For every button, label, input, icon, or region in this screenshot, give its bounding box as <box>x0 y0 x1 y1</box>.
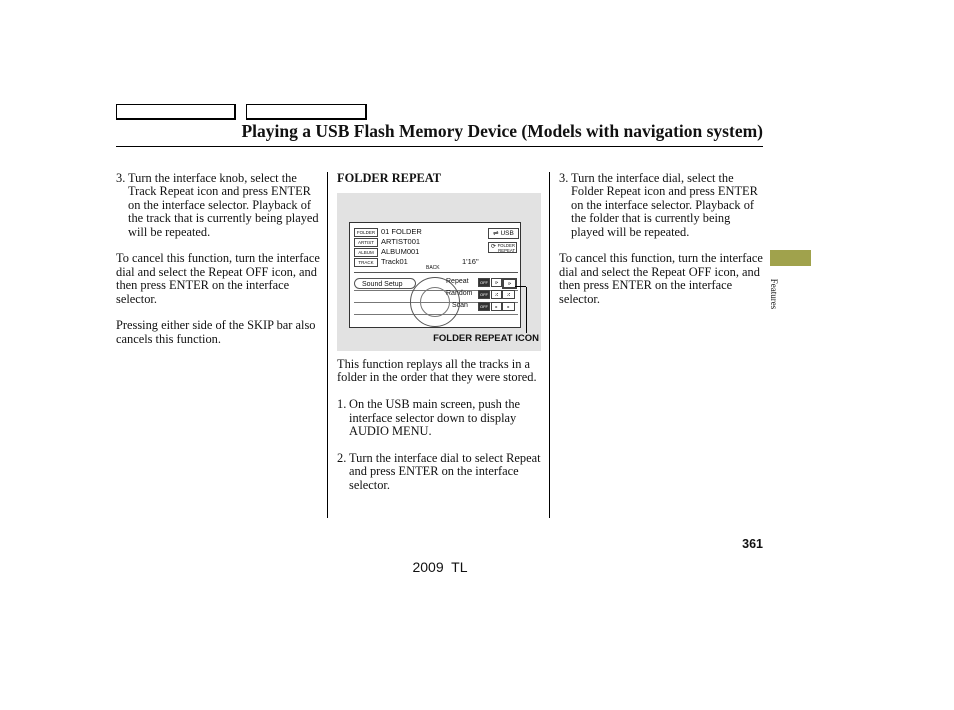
screen-tag: FOLDER <box>354 228 378 237</box>
step-number: 1. <box>337 397 347 412</box>
step-text: Turn the interface dial, select the Folder Repeat icon and press ENTER on the interface selector. Playback of the folder that is currently being played will be repeated. <box>571 171 758 239</box>
screen-value: 01 FOLDER <box>381 227 422 236</box>
callout-leader-horizontal <box>515 286 526 287</box>
back-label: BACK <box>426 265 440 271</box>
step-number: 2. <box>337 450 347 465</box>
elapsed-time: 1'16" <box>462 257 479 266</box>
cancel-paragraph: To cancel this function, turn the interface dial and select the Repeat OFF icon, and then press ENTER on the interface selector. <box>559 251 763 306</box>
intro-paragraph: This function replays all the tracks in a folder in the order that they were stored. <box>337 357 537 385</box>
random-folder-icon[interactable]: ⤮ <box>502 290 515 299</box>
scan-off-button[interactable]: OFF <box>480 304 488 309</box>
step-1 <box>337 398 544 438</box>
middle-column-body <box>337 358 544 505</box>
scan-track-icon[interactable]: ▸ <box>491 302 502 311</box>
middle-column <box>337 172 544 191</box>
step-text: Turn the interface knob, select the Track Repeat icon and press ENTER on the interface selector. Playback of the track that is currently being played will be repeated. <box>128 171 319 239</box>
step-number: 3. <box>559 171 569 185</box>
section-color-tab <box>770 250 811 266</box>
callout-leader-vertical <box>526 287 527 333</box>
usb-source-indicator <box>488 228 519 239</box>
usb-label: USB <box>500 230 514 237</box>
repeat-indicator-line-1: FOLDER <box>497 243 515 248</box>
scan-option[interactable]: Scan <box>452 302 468 309</box>
step-3-folder-repeat <box>559 172 764 239</box>
usb-icon: ⇌ <box>493 230 501 237</box>
header-tab-box-1 <box>116 104 236 120</box>
screen-tag: ALBUM <box>354 248 378 257</box>
column-divider-2 <box>549 172 550 518</box>
screen-row-artist <box>354 237 420 246</box>
repeat-option[interactable]: Repeat <box>446 278 469 285</box>
audio-menu <box>354 272 518 325</box>
folder-repeat-indicator <box>488 242 517 253</box>
sound-setup-button[interactable]: Sound Setup <box>354 278 416 289</box>
screen-value: Track01 <box>381 257 408 266</box>
step-3-track-repeat <box>116 172 321 239</box>
screen-tag: ARTIST <box>354 238 378 247</box>
screen-row-track <box>354 257 408 266</box>
usb-screen-figure <box>337 193 541 351</box>
side-section-label <box>767 271 781 317</box>
section-heading: FOLDER REPEAT <box>337 171 442 185</box>
screen-value: ARTIST001 <box>381 237 421 246</box>
skip-paragraph: Pressing either side of the SKIP bar also cancels this function. <box>116 318 316 346</box>
audio-screen <box>349 222 521 328</box>
random-track-icon[interactable]: ⤮ <box>491 290 502 299</box>
side-label-text: Features <box>769 278 779 310</box>
folder-repeat-icon: ⟳ <box>491 244 497 250</box>
step-text: Turn the interface dial to select Repeat and press ENTER on the interface selector. <box>349 450 541 492</box>
screen-tag: TRACK <box>354 258 378 267</box>
screen-value: ALBUM001 <box>381 247 420 256</box>
track-repeat-icon[interactable]: ⟳ <box>491 278 502 287</box>
footer-model: 2009 TL <box>412 559 468 575</box>
title-rule <box>116 146 763 147</box>
left-column <box>116 172 321 360</box>
right-column <box>559 172 764 319</box>
column-divider-1 <box>327 172 328 518</box>
scan-folder-icon[interactable]: ▸ <box>502 302 515 311</box>
cancel-paragraph: To cancel this function, turn the interface dial and select the Repeat OFF icon, and then press ENTER on the interface selector. <box>116 251 320 306</box>
screen-row-folder <box>354 227 422 236</box>
header-tab-box-2 <box>246 104 367 120</box>
figure-caption: FOLDER REPEAT ICON <box>433 333 539 344</box>
random-option[interactable]: Random <box>446 290 473 297</box>
step-2 <box>337 452 544 492</box>
repeat-off-button[interactable]: OFF <box>480 280 488 285</box>
page-title: Playing a USB Flash Memory Device (Models with navigation system) <box>241 121 763 141</box>
screen-row-album <box>354 247 419 256</box>
folder-repeat-icon-button[interactable]: ⟳ <box>502 278 517 289</box>
step-text: On the USB main screen, push the interface selector down to display AUDIO MENU. <box>349 397 521 439</box>
random-off-button[interactable]: OFF <box>480 292 488 297</box>
repeat-indicator-line-2: REPEAT <box>498 248 515 253</box>
step-number: 3. <box>116 171 126 185</box>
page-number: 361 <box>742 537 763 551</box>
